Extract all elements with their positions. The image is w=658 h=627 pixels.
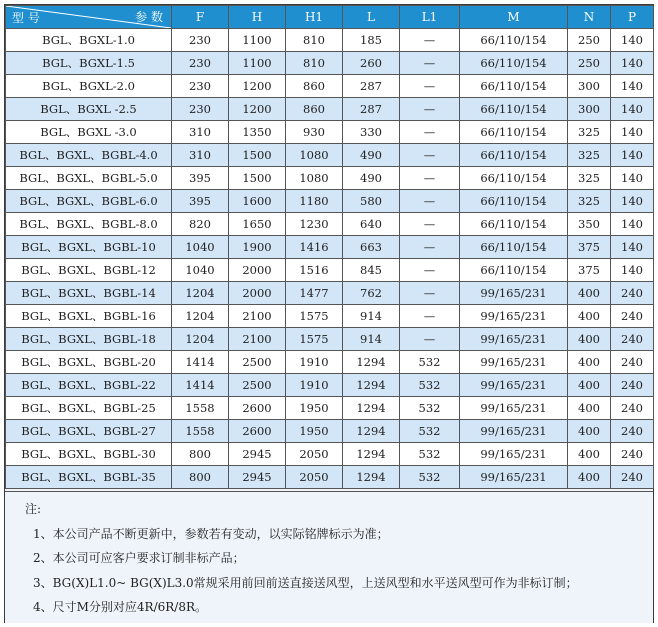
cell-h: 2000 — [229, 282, 286, 305]
notes-section — [5, 491, 653, 623]
cell-h1: 1910 — [286, 351, 343, 374]
cell-h1: 810 — [286, 29, 343, 52]
cell-f: 230 — [172, 98, 229, 121]
cell-m: 99/165/231 — [460, 374, 568, 397]
cell-f: 800 — [172, 443, 229, 466]
cell-p: 140 — [611, 190, 654, 213]
table-row — [6, 305, 654, 328]
cell-m: 99/165/231 — [460, 351, 568, 374]
cell-l: 1294 — [343, 351, 400, 374]
cell-l1: — — [400, 75, 460, 98]
cell-m: 66/110/154 — [460, 121, 568, 144]
cell-h1: 1180 — [286, 190, 343, 213]
cell-h: 2600 — [229, 397, 286, 420]
cell-l1: — — [400, 167, 460, 190]
cell-f: 310 — [172, 144, 229, 167]
cell-n: 400 — [568, 443, 611, 466]
cell-p: 140 — [611, 167, 654, 190]
cell-h1: 1575 — [286, 328, 343, 351]
note-item-4: 4、尺寸M分别对应4R/6R/8R。 — [33, 600, 208, 614]
cell-p: 140 — [611, 213, 654, 236]
cell-l1: — — [400, 98, 460, 121]
cell-f: 310 — [172, 121, 229, 144]
cell-l1: 532 — [400, 351, 460, 374]
cell-f: 1204 — [172, 305, 229, 328]
cell-h1: 860 — [286, 75, 343, 98]
cell-p: 140 — [611, 29, 654, 52]
model-cell: BGL、BGXL、BGBL-35 — [6, 466, 172, 489]
cell-n: 325 — [568, 144, 611, 167]
cell-h: 2945 — [229, 443, 286, 466]
cell-n: 250 — [568, 52, 611, 75]
cell-l1: — — [400, 282, 460, 305]
cell-l1: 532 — [400, 374, 460, 397]
model-cell: BGL、BGXL、BGBL-22 — [6, 374, 172, 397]
cell-l: 287 — [343, 98, 400, 121]
cell-h: 1200 — [229, 98, 286, 121]
cell-l1: — — [400, 52, 460, 75]
note-item-2: 2、本公司可应客户要求订制非标产品； — [33, 551, 245, 565]
model-cell: BGL、BGXL -2.5 — [6, 98, 172, 121]
corner-label-params: 参 数 — [135, 10, 163, 24]
cell-l: 914 — [343, 328, 400, 351]
cell-m: 66/110/154 — [460, 75, 568, 98]
cell-m: 66/110/154 — [460, 98, 568, 121]
table-row — [6, 397, 654, 420]
model-cell: BGL、BGXL、BGBL-8.0 — [6, 213, 172, 236]
cell-h: 1350 — [229, 121, 286, 144]
cell-h1: 2050 — [286, 466, 343, 489]
table-row — [6, 420, 654, 443]
cell-l1: 532 — [400, 397, 460, 420]
spec-table — [5, 5, 654, 489]
model-cell: BGL、BGXL-2.0 — [6, 75, 172, 98]
model-cell: BGL、BGXL、BGBL-20 — [6, 351, 172, 374]
cell-p: 240 — [611, 420, 654, 443]
table-row — [6, 213, 654, 236]
cell-l: 490 — [343, 144, 400, 167]
model-cell: BGL、BGXL、BGBL-27 — [6, 420, 172, 443]
model-cell: BGL、BGXL、BGBL-10 — [6, 236, 172, 259]
cell-n: 375 — [568, 236, 611, 259]
cell-f: 1414 — [172, 351, 229, 374]
cell-m: 66/110/154 — [460, 236, 568, 259]
cell-m: 66/110/154 — [460, 52, 568, 75]
cell-f: 800 — [172, 466, 229, 489]
cell-l1: — — [400, 305, 460, 328]
spec-sheet — [4, 4, 654, 623]
cell-p: 140 — [611, 259, 654, 282]
cell-h: 1600 — [229, 190, 286, 213]
table-row — [6, 466, 654, 489]
cell-h1: 1080 — [286, 144, 343, 167]
cell-h: 2945 — [229, 466, 286, 489]
column-header-n: N — [568, 6, 611, 29]
cell-f: 820 — [172, 213, 229, 236]
cell-l1: — — [400, 144, 460, 167]
corner-label-model: 型 号 — [12, 11, 40, 25]
cell-h1: 2050 — [286, 443, 343, 466]
cell-h1: 1910 — [286, 374, 343, 397]
cell-n: 325 — [568, 190, 611, 213]
cell-n: 400 — [568, 328, 611, 351]
cell-l: 1294 — [343, 420, 400, 443]
cell-l: 330 — [343, 121, 400, 144]
cell-f: 230 — [172, 29, 229, 52]
cell-h1: 1950 — [286, 420, 343, 443]
cell-m: 99/165/231 — [460, 466, 568, 489]
cell-f: 1040 — [172, 259, 229, 282]
cell-m: 99/165/231 — [460, 305, 568, 328]
model-cell: BGL、BGXL-1.5 — [6, 52, 172, 75]
cell-h1: 1080 — [286, 167, 343, 190]
table-row — [6, 75, 654, 98]
cell-h1: 1950 — [286, 397, 343, 420]
cell-m: 99/165/231 — [460, 420, 568, 443]
cell-n: 375 — [568, 259, 611, 282]
cell-l: 845 — [343, 259, 400, 282]
cell-p: 240 — [611, 374, 654, 397]
table-row — [6, 29, 654, 52]
cell-m: 66/110/154 — [460, 213, 568, 236]
cell-f: 1558 — [172, 420, 229, 443]
cell-h: 1650 — [229, 213, 286, 236]
cell-h1: 1516 — [286, 259, 343, 282]
cell-m: 99/165/231 — [460, 443, 568, 466]
cell-l1: — — [400, 328, 460, 351]
cell-p: 240 — [611, 328, 654, 351]
table-row — [6, 121, 654, 144]
column-header-f: F — [172, 6, 229, 29]
cell-n: 300 — [568, 98, 611, 121]
cell-h1: 810 — [286, 52, 343, 75]
column-header-p: P — [611, 6, 654, 29]
cell-p: 240 — [611, 282, 654, 305]
cell-h: 1500 — [229, 144, 286, 167]
model-cell: BGL、BGXL、BGBL-16 — [6, 305, 172, 328]
cell-p: 140 — [611, 121, 654, 144]
table-row — [6, 167, 654, 190]
column-header-l: L — [343, 6, 400, 29]
table-row — [6, 282, 654, 305]
cell-m: 66/110/154 — [460, 259, 568, 282]
model-cell: BGL、BGXL、BGBL-18 — [6, 328, 172, 351]
cell-h1: 1575 — [286, 305, 343, 328]
note-item-1: 1、本公司产品不断更新中，参数若有变动，以实际铭牌标示为准； — [33, 527, 389, 541]
cell-l1: — — [400, 259, 460, 282]
cell-l1: — — [400, 29, 460, 52]
cell-l: 914 — [343, 305, 400, 328]
table-body — [6, 29, 654, 489]
table-row — [6, 351, 654, 374]
cell-m: 99/165/231 — [460, 328, 568, 351]
cell-f: 230 — [172, 75, 229, 98]
cell-n: 400 — [568, 420, 611, 443]
cell-h: 2500 — [229, 374, 286, 397]
cell-l: 1294 — [343, 466, 400, 489]
cell-l: 640 — [343, 213, 400, 236]
column-header-m: M — [460, 6, 568, 29]
model-cell: BGL、BGXL、BGBL-14 — [6, 282, 172, 305]
cell-h: 2100 — [229, 328, 286, 351]
cell-l1: — — [400, 190, 460, 213]
cell-p: 140 — [611, 236, 654, 259]
table-row — [6, 98, 654, 121]
cell-n: 400 — [568, 282, 611, 305]
note-item-3: 3、BG(X)L1.0~ BG(X)L3.0常规采用前回前送直接送风型，上送风型和水平送风型可作为非标订制； — [33, 576, 578, 590]
cell-l: 663 — [343, 236, 400, 259]
cell-l: 260 — [343, 52, 400, 75]
cell-m: 66/110/154 — [460, 190, 568, 213]
cell-l1: 532 — [400, 443, 460, 466]
cell-h1: 1416 — [286, 236, 343, 259]
cell-m: 66/110/154 — [460, 167, 568, 190]
cell-n: 250 — [568, 29, 611, 52]
cell-n: 400 — [568, 305, 611, 328]
cell-f: 230 — [172, 52, 229, 75]
cell-h: 2000 — [229, 259, 286, 282]
cell-h: 1100 — [229, 52, 286, 75]
cell-f: 1558 — [172, 397, 229, 420]
cell-l1: 532 — [400, 466, 460, 489]
table-row — [6, 190, 654, 213]
cell-h: 2100 — [229, 305, 286, 328]
cell-f: 395 — [172, 190, 229, 213]
cell-p: 240 — [611, 351, 654, 374]
cell-p: 240 — [611, 305, 654, 328]
notes-title: 注: — [25, 502, 42, 516]
cell-l1: 532 — [400, 420, 460, 443]
cell-l: 1294 — [343, 397, 400, 420]
header-row — [6, 6, 654, 29]
cell-l: 580 — [343, 190, 400, 213]
cell-l: 490 — [343, 167, 400, 190]
cell-l: 1294 — [343, 374, 400, 397]
model-cell: BGL、BGXL、BGBL-12 — [6, 259, 172, 282]
model-cell: BGL、BGXL、BGBL-25 — [6, 397, 172, 420]
table-row — [6, 374, 654, 397]
cell-h: 1100 — [229, 29, 286, 52]
cell-m: 99/165/231 — [460, 282, 568, 305]
cell-n: 400 — [568, 466, 611, 489]
cell-f: 1204 — [172, 282, 229, 305]
cell-p: 240 — [611, 466, 654, 489]
table-row — [6, 144, 654, 167]
cell-h1: 1477 — [286, 282, 343, 305]
table-row — [6, 52, 654, 75]
model-cell: BGL、BGXL、BGBL-5.0 — [6, 167, 172, 190]
model-cell: BGL、BGXL-1.0 — [6, 29, 172, 52]
cell-f: 395 — [172, 167, 229, 190]
cell-l1: — — [400, 213, 460, 236]
cell-h: 1500 — [229, 167, 286, 190]
cell-l: 762 — [343, 282, 400, 305]
cell-h: 2600 — [229, 420, 286, 443]
cell-n: 400 — [568, 374, 611, 397]
cell-l: 185 — [343, 29, 400, 52]
cell-l1: — — [400, 236, 460, 259]
cell-n: 300 — [568, 75, 611, 98]
cell-m: 66/110/154 — [460, 29, 568, 52]
cell-n: 400 — [568, 397, 611, 420]
cell-h: 1900 — [229, 236, 286, 259]
table-row — [6, 259, 654, 282]
column-header-h1: H1 — [286, 6, 343, 29]
cell-p: 140 — [611, 52, 654, 75]
cell-l: 1294 — [343, 443, 400, 466]
table-row — [6, 443, 654, 466]
cell-h1: 1230 — [286, 213, 343, 236]
cell-h1: 860 — [286, 98, 343, 121]
model-cell: BGL、BGXL、BGBL-4.0 — [6, 144, 172, 167]
cell-p: 140 — [611, 144, 654, 167]
cell-l1: — — [400, 121, 460, 144]
column-header-h: H — [229, 6, 286, 29]
cell-f: 1040 — [172, 236, 229, 259]
cell-h: 2500 — [229, 351, 286, 374]
cell-n: 325 — [568, 121, 611, 144]
cell-m: 66/110/154 — [460, 144, 568, 167]
model-cell: BGL、BGXL -3.0 — [6, 121, 172, 144]
cell-p: 140 — [611, 98, 654, 121]
cell-l: 287 — [343, 75, 400, 98]
cell-p: 240 — [611, 443, 654, 466]
cell-n: 400 — [568, 351, 611, 374]
table-row — [6, 236, 654, 259]
cell-f: 1204 — [172, 328, 229, 351]
model-cell: BGL、BGXL、BGBL-6.0 — [6, 190, 172, 213]
cell-h: 1200 — [229, 75, 286, 98]
cell-h1: 930 — [286, 121, 343, 144]
column-header-l1: L1 — [400, 6, 460, 29]
cell-p: 240 — [611, 397, 654, 420]
model-cell: BGL、BGXL、BGBL-30 — [6, 443, 172, 466]
table-row — [6, 328, 654, 351]
cell-f: 1414 — [172, 374, 229, 397]
cell-n: 350 — [568, 213, 611, 236]
cell-n: 325 — [568, 167, 611, 190]
corner-header-cell — [6, 6, 172, 29]
cell-m: 99/165/231 — [460, 397, 568, 420]
cell-p: 140 — [611, 75, 654, 98]
